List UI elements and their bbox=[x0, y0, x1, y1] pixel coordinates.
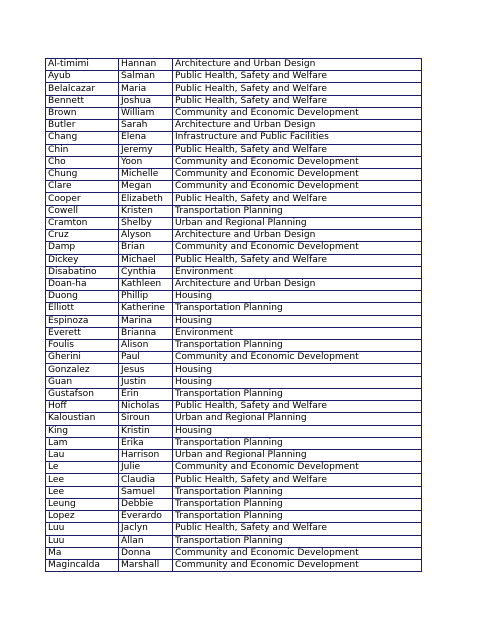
area-cell: Architecture and Urban Design bbox=[173, 230, 422, 242]
table-row bbox=[46, 388, 422, 400]
last-name-cell: Cruz bbox=[46, 230, 119, 242]
area-cell: Public Health, Safety and Welfare bbox=[173, 401, 422, 413]
first-name-cell: Nicholas bbox=[119, 401, 173, 413]
first-name-cell: Phillip bbox=[119, 291, 173, 303]
first-name-cell: Paul bbox=[119, 352, 173, 364]
last-name-cell: Gherini bbox=[46, 352, 119, 364]
table-row bbox=[46, 291, 422, 303]
last-name-cell: Chin bbox=[46, 144, 119, 156]
last-name-cell: Damp bbox=[46, 242, 119, 254]
area-cell: Community and Economic Development bbox=[173, 559, 422, 571]
area-cell: Community and Economic Development bbox=[173, 181, 422, 193]
table-row bbox=[46, 535, 422, 547]
table-row bbox=[46, 474, 422, 486]
first-name-cell: Cynthia bbox=[119, 266, 173, 278]
last-name-cell: Elliott bbox=[46, 303, 119, 315]
first-name-cell: William bbox=[119, 107, 173, 119]
last-name-cell: King bbox=[46, 425, 119, 437]
area-cell: Housing bbox=[173, 291, 422, 303]
area-cell: Transportation Planning bbox=[173, 498, 422, 510]
area-cell: Transportation Planning bbox=[173, 535, 422, 547]
last-name-cell: Cooper bbox=[46, 193, 119, 205]
first-name-cell: Marina bbox=[119, 315, 173, 327]
table-row bbox=[46, 352, 422, 364]
last-name-cell: Chang bbox=[46, 132, 119, 144]
first-name-cell: Samuel bbox=[119, 486, 173, 498]
area-cell: Community and Economic Development bbox=[173, 107, 422, 119]
table-row bbox=[46, 376, 422, 388]
first-name-cell: Julie bbox=[119, 462, 173, 474]
table-row bbox=[46, 107, 422, 119]
last-name-cell: Doan-ha bbox=[46, 278, 119, 290]
area-cell: Community and Economic Development bbox=[173, 156, 422, 168]
table-row bbox=[46, 217, 422, 229]
last-name-cell: Duong bbox=[46, 291, 119, 303]
last-name-cell: Luu bbox=[46, 523, 119, 535]
first-name-cell: Maria bbox=[119, 83, 173, 95]
last-name-cell: Foulis bbox=[46, 340, 119, 352]
first-name-cell: Everardo bbox=[119, 511, 173, 523]
table-row bbox=[46, 266, 422, 278]
table-row bbox=[46, 83, 422, 95]
area-cell: Public Health, Safety and Welfare bbox=[173, 523, 422, 535]
table-row bbox=[46, 327, 422, 339]
last-name-cell: Al-timimi bbox=[46, 59, 119, 71]
first-name-cell: Yoon bbox=[119, 156, 173, 168]
last-name-cell: Le bbox=[46, 462, 119, 474]
table-row bbox=[46, 315, 422, 327]
first-name-cell: Kristen bbox=[119, 205, 173, 217]
first-name-cell: Brianna bbox=[119, 327, 173, 339]
area-cell: Public Health, Safety and Welfare bbox=[173, 144, 422, 156]
first-name-cell: Marshall bbox=[119, 559, 173, 571]
first-name-cell: Shelby bbox=[119, 217, 173, 229]
last-name-cell: Everett bbox=[46, 327, 119, 339]
table-row bbox=[46, 523, 422, 535]
table-row bbox=[46, 95, 422, 107]
first-name-cell: Brian bbox=[119, 242, 173, 254]
table-row bbox=[46, 340, 422, 352]
area-cell: Community and Economic Development bbox=[173, 547, 422, 559]
first-name-cell: Erin bbox=[119, 388, 173, 400]
table-row bbox=[46, 230, 422, 242]
table-row bbox=[46, 413, 422, 425]
area-cell: Community and Economic Development bbox=[173, 242, 422, 254]
last-name-cell: Leung bbox=[46, 498, 119, 510]
last-name-cell: Dickey bbox=[46, 254, 119, 266]
last-name-cell: Espinoza bbox=[46, 315, 119, 327]
area-cell: Public Health, Safety and Welfare bbox=[173, 474, 422, 486]
first-name-cell: Kristin bbox=[119, 425, 173, 437]
last-name-cell: Cho bbox=[46, 156, 119, 168]
last-name-cell: Gustafson bbox=[46, 388, 119, 400]
table-row bbox=[46, 254, 422, 266]
area-cell: Transportation Planning bbox=[173, 437, 422, 449]
last-name-cell: Clare bbox=[46, 181, 119, 193]
table-row bbox=[46, 144, 422, 156]
first-name-cell: Elizabeth bbox=[119, 193, 173, 205]
first-name-cell: Megan bbox=[119, 181, 173, 193]
area-cell: Public Health, Safety and Welfare bbox=[173, 193, 422, 205]
last-name-cell: Gonzalez bbox=[46, 364, 119, 376]
last-name-cell: Butler bbox=[46, 120, 119, 132]
area-cell: Transportation Planning bbox=[173, 511, 422, 523]
table-row bbox=[46, 486, 422, 498]
first-name-cell: Katherine bbox=[119, 303, 173, 315]
last-name-cell: Cramton bbox=[46, 217, 119, 229]
table-row bbox=[46, 559, 422, 571]
table-row bbox=[46, 511, 422, 523]
area-cell: Environment bbox=[173, 327, 422, 339]
first-name-cell: Michael bbox=[119, 254, 173, 266]
first-name-cell: Claudia bbox=[119, 474, 173, 486]
table-row bbox=[46, 364, 422, 376]
table-row bbox=[46, 547, 422, 559]
table-row bbox=[46, 450, 422, 462]
area-cell: Urban and Regional Planning bbox=[173, 413, 422, 425]
area-cell: Architecture and Urban Design bbox=[173, 120, 422, 132]
area-cell: Transportation Planning bbox=[173, 205, 422, 217]
table-row bbox=[46, 181, 422, 193]
table-row bbox=[46, 193, 422, 205]
area-cell: Public Health, Safety and Welfare bbox=[173, 254, 422, 266]
first-name-cell: Jaclyn bbox=[119, 523, 173, 535]
last-name-cell: Lau bbox=[46, 450, 119, 462]
last-name-cell: Bennett bbox=[46, 95, 119, 107]
roster-table bbox=[45, 58, 422, 572]
area-cell: Public Health, Safety and Welfare bbox=[173, 71, 422, 83]
area-cell: Public Health, Safety and Welfare bbox=[173, 83, 422, 95]
table-row bbox=[46, 462, 422, 474]
first-name-cell: Kathleen bbox=[119, 278, 173, 290]
last-name-cell: Belalcazar bbox=[46, 83, 119, 95]
last-name-cell: Kaloustian bbox=[46, 413, 119, 425]
table-row bbox=[46, 278, 422, 290]
first-name-cell: Jeremy bbox=[119, 144, 173, 156]
area-cell: Housing bbox=[173, 425, 422, 437]
area-cell: Public Health, Safety and Welfare bbox=[173, 95, 422, 107]
last-name-cell: Lam bbox=[46, 437, 119, 449]
last-name-cell: Magincalda bbox=[46, 559, 119, 571]
last-name-cell: Lee bbox=[46, 486, 119, 498]
area-cell: Housing bbox=[173, 364, 422, 376]
table-row bbox=[46, 498, 422, 510]
last-name-cell: Ayub bbox=[46, 71, 119, 83]
area-cell: Community and Economic Development bbox=[173, 352, 422, 364]
table-row bbox=[46, 205, 422, 217]
first-name-cell: Harrison bbox=[119, 450, 173, 462]
area-cell: Housing bbox=[173, 315, 422, 327]
table-row bbox=[46, 242, 422, 254]
first-name-cell: Michelle bbox=[119, 168, 173, 180]
table-row bbox=[46, 59, 422, 71]
last-name-cell: Cowell bbox=[46, 205, 119, 217]
area-cell: Housing bbox=[173, 376, 422, 388]
first-name-cell: Siroun bbox=[119, 413, 173, 425]
area-cell: Infrastructure and Public Facilities bbox=[173, 132, 422, 144]
last-name-cell: Ma bbox=[46, 547, 119, 559]
first-name-cell: Hannan bbox=[119, 59, 173, 71]
last-name-cell: Chung bbox=[46, 168, 119, 180]
area-cell: Community and Economic Development bbox=[173, 462, 422, 474]
first-name-cell: Erika bbox=[119, 437, 173, 449]
table-row bbox=[46, 71, 422, 83]
table-row bbox=[46, 437, 422, 449]
table-row bbox=[46, 132, 422, 144]
last-name-cell: Lee bbox=[46, 474, 119, 486]
table-row bbox=[46, 168, 422, 180]
table-row bbox=[46, 425, 422, 437]
first-name-cell: Sarah bbox=[119, 120, 173, 132]
area-cell: Transportation Planning bbox=[173, 486, 422, 498]
area-cell: Urban and Regional Planning bbox=[173, 450, 422, 462]
first-name-cell: Elena bbox=[119, 132, 173, 144]
table-row bbox=[46, 120, 422, 132]
area-cell: Transportation Planning bbox=[173, 303, 422, 315]
area-cell: Transportation Planning bbox=[173, 388, 422, 400]
first-name-cell: Alyson bbox=[119, 230, 173, 242]
first-name-cell: Justin bbox=[119, 376, 173, 388]
last-name-cell: Disabatino bbox=[46, 266, 119, 278]
first-name-cell: Debbie bbox=[119, 498, 173, 510]
area-cell: Urban and Regional Planning bbox=[173, 217, 422, 229]
area-cell: Environment bbox=[173, 266, 422, 278]
first-name-cell: Alison bbox=[119, 340, 173, 352]
last-name-cell: Hoff bbox=[46, 401, 119, 413]
area-cell: Transportation Planning bbox=[173, 340, 422, 352]
first-name-cell: Allan bbox=[119, 535, 173, 547]
last-name-cell: Brown bbox=[46, 107, 119, 119]
table-row bbox=[46, 303, 422, 315]
table-row bbox=[46, 156, 422, 168]
last-name-cell: Luu bbox=[46, 535, 119, 547]
roster-table-body bbox=[46, 59, 422, 572]
first-name-cell: Joshua bbox=[119, 95, 173, 107]
last-name-cell: Lopez bbox=[46, 511, 119, 523]
area-cell: Architecture and Urban Design bbox=[173, 59, 422, 71]
area-cell: Architecture and Urban Design bbox=[173, 278, 422, 290]
last-name-cell: Guan bbox=[46, 376, 119, 388]
first-name-cell: Salman bbox=[119, 71, 173, 83]
table-row bbox=[46, 401, 422, 413]
area-cell: Community and Economic Development bbox=[173, 168, 422, 180]
first-name-cell: Donna bbox=[119, 547, 173, 559]
first-name-cell: Jesus bbox=[119, 364, 173, 376]
